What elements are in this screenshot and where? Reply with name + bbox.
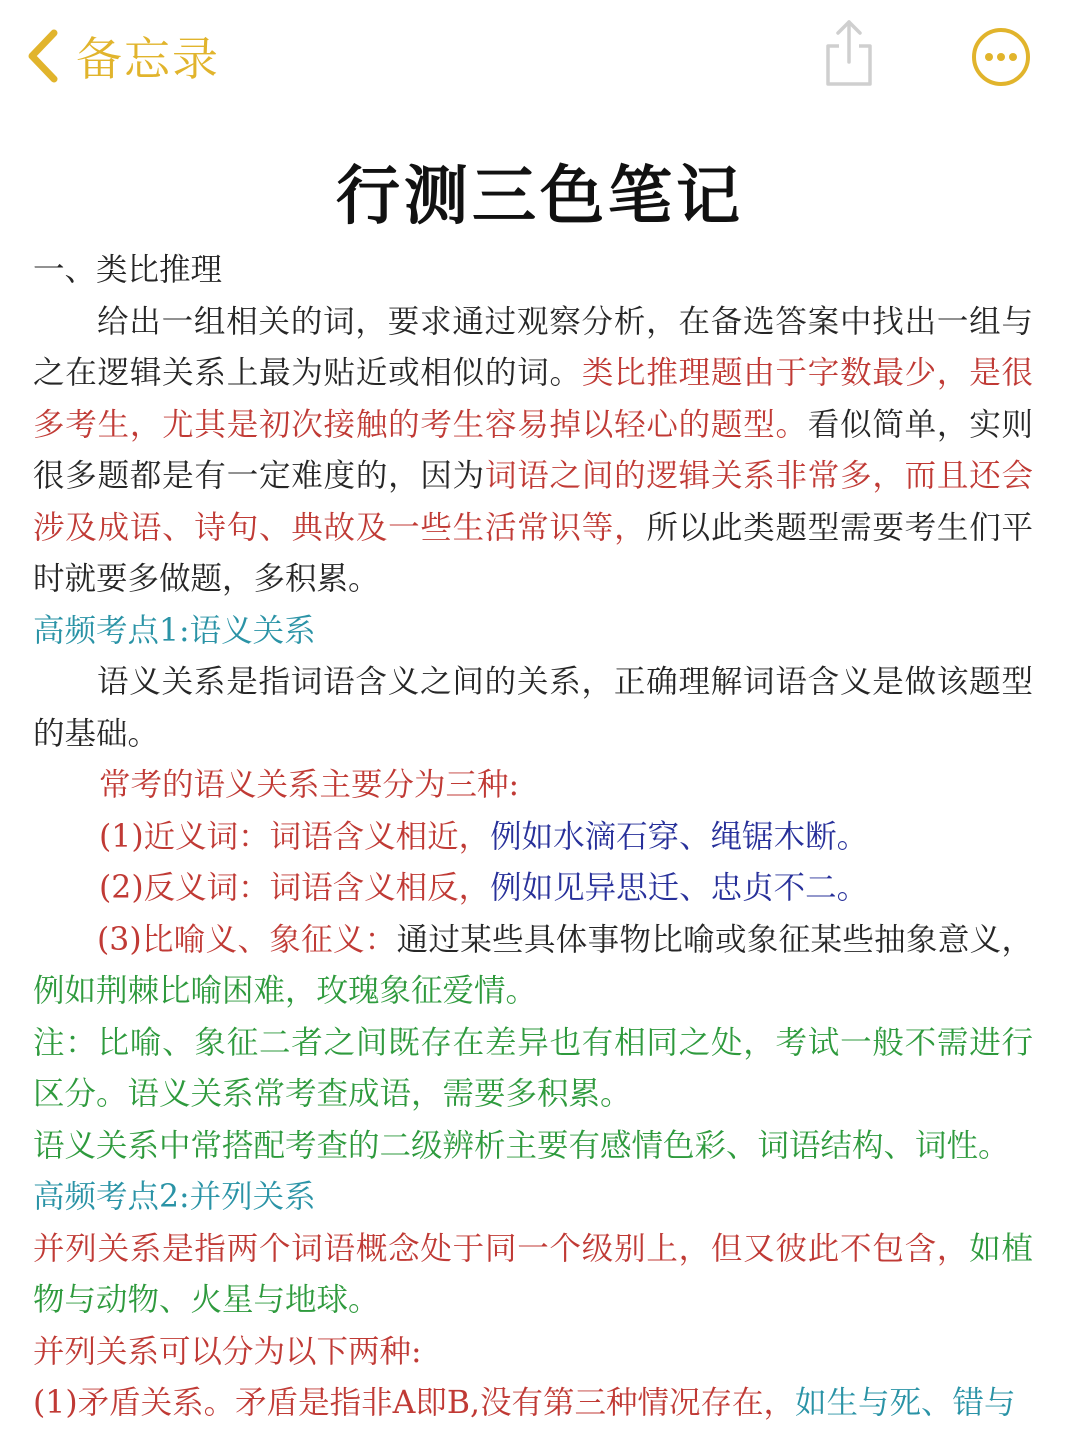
note-paragraph [33,1121,1033,1173]
text-segment: (3)比喻义、象征义： [97,921,397,958]
text-segment: 一、类比推理 [33,252,223,288]
text-segment: 如生与死、错与 [795,1385,1016,1421]
text-segment: 例如水滴石穿、绳锯木断。 [490,818,869,855]
back-button[interactable] [22,24,220,88]
text-segment: 如植物与动物、火星与地球。 [33,1230,1033,1318]
text-segment: 类比推理题由于字数最少，是很多考生，尤其是初次接触的考生容易掉以轻心的题型。 [33,355,1033,443]
navigation-bar [0,0,1080,110]
note-paragraph [33,606,1033,658]
text-segment: 词语之间的逻辑关系非常多，而且还会涉及成语、诗句、典故及一些生活常识等， [33,458,1033,546]
text-segment: 语义关系中常搭配考查的二级辨析主要有感情色彩、词语结构、词性。 [33,1127,1010,1164]
back-label: 备忘录 [76,32,220,86]
text-segment: 例如见异思迁、忠贞不二。 [490,870,869,906]
note-paragraph [33,1018,1033,1121]
note-paragraph [33,297,1033,606]
note-paragraph [33,1224,1033,1327]
note-paragraph [33,760,1033,812]
text-segment: 所以此类题型需要考生们平时就要多做题，多积累。 [33,509,1033,597]
text-segment: 高频考点1:语义关系 [33,612,316,649]
note-title: 行测三色笔记 [336,159,744,234]
note-paragraph [33,657,1033,760]
text-segment: 例如荆棘比喻困难，玫瑰象征爱情。 [33,973,538,1009]
more-icon[interactable] [970,26,1032,88]
text-segment: 并列关系是指两个词语概念处于同一个级别上，但又彼此不包含， [33,1230,970,1267]
note-paragraph [33,812,1033,864]
text-segment: (2)反义词：词语含义相反， [99,870,491,906]
text-segment: 并列关系可以分为以下两种: [33,1333,422,1370]
note-paragraph [33,1327,1033,1379]
note-body[interactable] [33,245,1033,1430]
text-segment: 给出一组相关的词，要求通过观察分析，在备选答案中找出一组与之在逻辑关系上最为贴近或相似的词。 [33,303,1033,391]
text-segment: 注：比喻、象征二者之间既存在差异也有相同之处，考试一般不需进行区分。语义关系常考查成语，需要多积累。 [33,1024,1033,1112]
text-segment: 高频考点2:并列关系 [33,1179,316,1215]
text-segment: 看似简单，实则很多题都是有一定难度的，因为 [33,406,1033,494]
text-segment: (1)矛盾关系。矛盾是指非A即B,没有第三种情况存在， [33,1385,796,1421]
text-segment: (1)近义词：词语含义相近， [99,818,491,855]
text-segment: 语义关系是指词语含义之间的关系，正确理解词语含义是做该题型的基础。 [33,664,1033,752]
note-paragraph [33,245,1033,297]
note-paragraph [33,1172,1033,1224]
text-segment: 常考的语义关系主要分为三种: [99,767,520,803]
note-paragraph [33,915,1033,1018]
note-paragraph [33,1378,1033,1430]
text-segment: 通过某些具体事物比喻或象征某些抽象意义， [396,921,1033,958]
chevron-left-icon [22,27,62,85]
note-paragraph [33,863,1033,915]
share-icon[interactable] [820,18,878,88]
